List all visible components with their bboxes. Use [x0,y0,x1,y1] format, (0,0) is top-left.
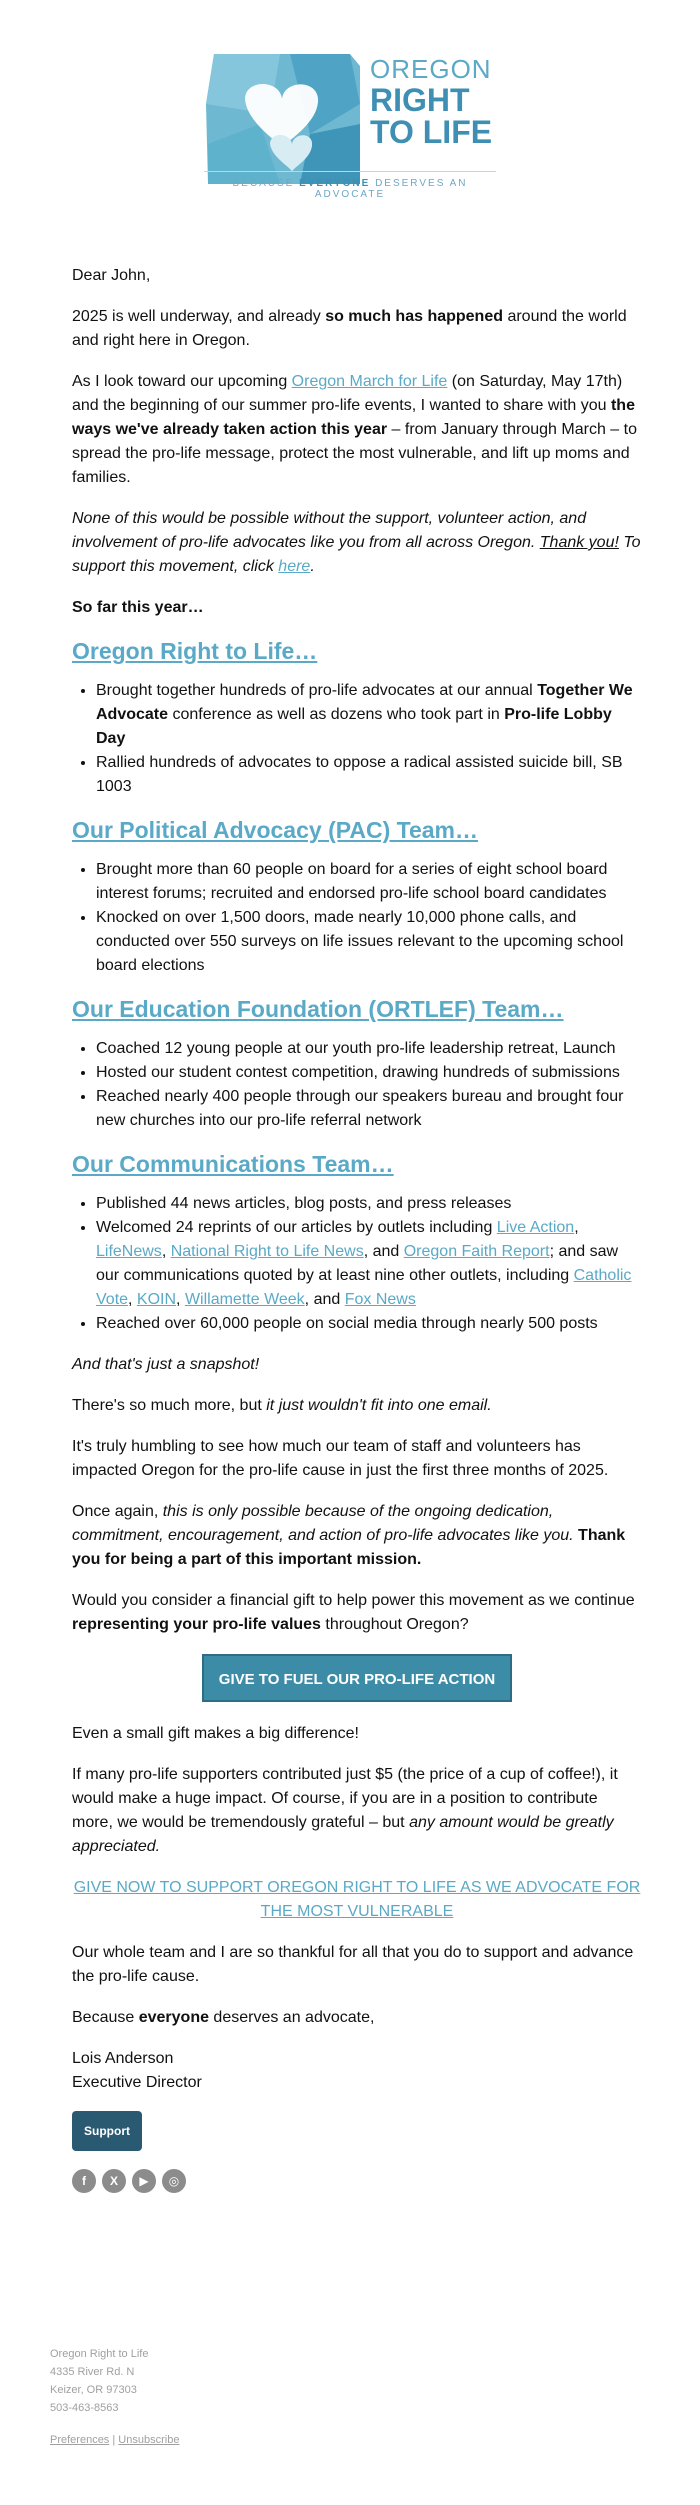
list-item: • Reached over 60,000 people on social media through nearly 500 posts [96,1312,642,1336]
list-item: • Coached 12 young people at our youth pro-life leadership retreat, Launch [96,1037,642,1061]
facebook-icon[interactable]: f [72,2169,96,2193]
intro-paragraph-1: 2025 is well underway, and already so much has happened around the world and right here in Oregon. [72,308,627,349]
section-title-ortlef[interactable]: Our Education Foundation (ORTLEF) Team… [72,996,564,1022]
so-far-heading: So far this year… [72,599,204,616]
fox-news-link[interactable]: Fox News [344,1291,416,1308]
logo-divider [204,171,496,172]
logo-wordmark [370,54,510,148]
list-item: • Welcomed 24 reprints of our articles by outlets including Live Action, LifeNews, National Right to Life News, and Oregon Faith Report; and saw our communications quoted by at least nine other outlets, including Catholic Vote, KOIN, Willamette Week, and Fox News [96,1216,642,1312]
section-title-communications[interactable]: Our Communications Team… [72,1151,394,1177]
footer-divider: | [112,2434,116,2446]
signer-name: Lois Anderson [72,2050,174,2067]
give-fuel-button[interactable]: GIVE TO FUEL OUR PRO-LIFE ACTION [202,1654,512,1702]
logo-word-right: RIGHT [370,82,470,118]
march-for-life-link[interactable]: Oregon March for Life [291,373,448,390]
more-text: There's so much more, but it just wouldn't fit into one email. [72,1397,492,1414]
give-now-link[interactable]: GIVE NOW TO SUPPORT OREGON RIGHT TO LIFE AS WE ADVOCATE FOR THE MOST VULNERABLE [73,1879,641,1920]
logo-tagline: BECAUSE EVERYONE DESERVES AN ADVOCATE [232,178,468,200]
again-text: Once again, this is only possible because of the ongoing dedication, commitment, encouragement, and action of pro-life advocates like you. Thank you for being a part of this important mission. [72,1503,626,1568]
footer-links [50,2431,179,2449]
willamette-week-link[interactable]: Willamette Week [184,1291,305,1308]
social-links [72,2169,642,2193]
footer-address-2: Keizer, OR 97303 [50,2384,137,2396]
signature [72,2047,642,2095]
support-here-link[interactable]: here [278,558,311,575]
logo-word-to-life: TO LIFE [370,114,493,150]
list-item: • Rallied hundreds of advocates to oppose a radical assisted suicide bill, SB 1003 [96,751,642,799]
ortl-list [72,679,642,799]
because-text: Because everyone deserves an advocate, [72,2009,375,2026]
koin-link[interactable]: KOIN [136,1291,177,1308]
pac-list [72,858,642,978]
footer-phone: 503-463-8563 [50,2402,119,2414]
email-body [72,264,642,2193]
footer-address-1: 4335 River Rd. N [50,2366,135,2378]
x-icon[interactable]: X [102,2169,126,2193]
thankful-text: Our whole team and I are so thankful for all that you do to support and advance the pro-life cause. [72,1944,634,1985]
ortlef-list [72,1037,642,1133]
list-item: • Hosted our student contest competition, drawing hundreds of submissions [96,1061,642,1085]
intro-paragraph-3: None of this would be possible without the support, volunteer action, and involvement of pro-life advocates like you from all across Oregon. Thank you! To support this movement, click here. [72,510,641,575]
many-supporters-text: If many pro-life supporters contributed just $5 (the price of a cup of coffee!), it would make a huge impact. Of course, if you are in a position to contribute more, we would be tremendously grateful – but any amount would be greatly appreciated. [72,1766,618,1855]
snapshot-text: And that's just a snapshot! [72,1356,260,1373]
live-action-link[interactable]: Live Action [496,1219,575,1236]
communications-list [72,1192,642,1336]
ask-text: Would you consider a financial gift to help power this movement as we continue representing your pro-life values throughout Oregon? [72,1592,635,1633]
section-title-ortl[interactable]: Oregon Right to Life… [72,638,318,664]
support-button[interactable]: Support [72,2111,142,2151]
footer-org: Oregon Right to Life [50,2348,149,2360]
youtube-icon[interactable]: ▶ [132,2169,156,2193]
list-item: • Brought together hundreds of pro-life advocates at our annual Together We Advocate conference as well as dozens who took part in Pro-life Lobby Day [96,679,642,751]
section-title-pac[interactable]: Our Political Advocacy (PAC) Team… [72,817,479,843]
nrl-news-link[interactable]: National Right to Life News [170,1243,364,1260]
preferences-link[interactable]: Preferences [50,2434,110,2446]
intro-paragraph-2: As I look toward our upcoming Oregon March for Life (on Saturday, May 17th) and the beginning of our summer pro-life events, I wanted to share with you the ways we've already taken action this year – from January through March – to spread the pro-life message, protect the most vulnerable, and lift up moms and families. [72,373,637,486]
small-gift-text: Even a small gift makes a big difference! [72,1725,359,1742]
lifenews-link[interactable]: LifeNews [96,1243,162,1260]
humbling-text: It's truly humbling to see how much our team of staff and volunteers has impacted Oregon for the pro-life cause in just the first three months of 2025. [72,1438,609,1479]
oregon-faith-report-link[interactable]: Oregon Faith Report [403,1243,550,1260]
list-item: • Knocked on over 1,500 doors, made nearly 10,000 phone calls, and conducted over 550 surveys on life issues relevant to the upcoming school board elections [96,906,642,978]
email-footer [50,2345,179,2449]
catholic-vote-link[interactable]: Catholic Vote [96,1267,632,1308]
unsubscribe-link[interactable]: Unsubscribe [118,2434,180,2446]
instagram-icon[interactable]: ◎ [162,2169,186,2193]
list-item: • Reached nearly 400 people through our speakers bureau and brought four new churches into our pro-life referral network [96,1085,642,1133]
logo-word-oregon: OREGON [370,54,492,84]
list-item: • Brought more than 60 people on board for a series of eight school board interest forums; recruited and endorsed pro-life school board candidates [96,858,642,906]
list-item: • Published 44 news articles, blog posts, and press releases [96,1192,642,1216]
greeting: Dear John, [72,267,151,284]
signer-title: Executive Director [72,2074,202,2091]
